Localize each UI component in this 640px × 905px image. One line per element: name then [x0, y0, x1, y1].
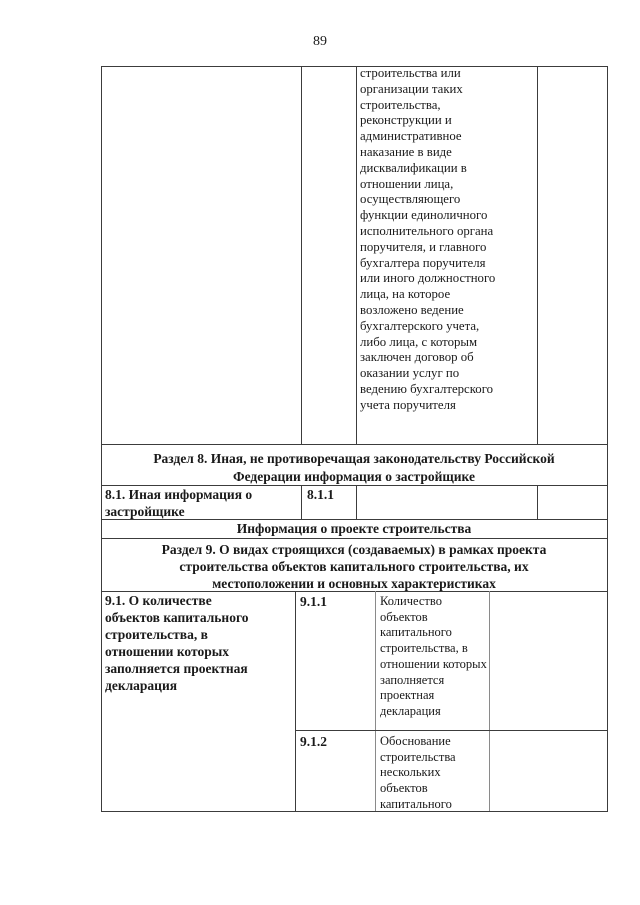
row-8-1-divider-1 [301, 485, 302, 519]
row-9-1-divider-3 [489, 591, 490, 812]
divider-after-row-8-1 [101, 519, 608, 520]
divider-after-project-heading [101, 538, 608, 539]
row-top-divider-1 [301, 66, 302, 444]
row-9-1-divider-1 [295, 591, 296, 812]
section9-heading: Раздел 9. О видах строящихся (создаваемых) в рамках проекта строительства объектов капитального строительства, их местоположении и основных характеристиках [161, 542, 547, 591]
table-left-border [101, 66, 102, 812]
table-right-border [607, 66, 608, 812]
divider-between-9-1-items [295, 730, 608, 731]
item-9-1-1-text: Количество объектов капитального строительства, в отношении которых заполняется проектная декларация [380, 594, 487, 718]
divider-before-section8 [101, 444, 608, 445]
row-8-1-divider-2 [356, 485, 357, 519]
row-9-1-label: 9.1. О количестве объектов капитального строительства, в отношении которых заполняется проектная декларация [105, 593, 249, 693]
row-top-divider-2 [356, 66, 357, 444]
item-9-1-2-code: 9.1.2 [300, 734, 327, 749]
page-number: 89 [313, 34, 327, 49]
row-9-1-divider-2 [375, 591, 376, 812]
row-8-1-code: 8.1.1 [307, 487, 334, 502]
row-8-1-label: 8.1. Иная информация о застройщике [105, 487, 253, 519]
item-9-1-2-text: Обоснование строительства нескольких объектов капитального [380, 734, 456, 811]
row-top-text: строительства или организации таких строительства, реконструкции и административное наказание в виде дисквалификации в отношении лица, осуществляющего функции единоличного исполнительного органа поручителя, и главного бухгалтера поручителя или иного должностного лица, на которое возложено ведение бухгалтерского учета, либо лица, с которым заключен договор об оказании услуг по ведению бухгалтерского учета поручителя [360, 66, 496, 412]
section8-heading: Раздел 8. Иная, не противоречащая законодательству Российской Федерации информация о застройщике [153, 451, 555, 484]
row-8-1-divider-3 [537, 485, 538, 519]
table-bottom-border [101, 811, 608, 812]
item-9-1-1-code: 9.1.1 [300, 594, 327, 609]
project-heading: Информация о проекте строительства [236, 521, 472, 536]
